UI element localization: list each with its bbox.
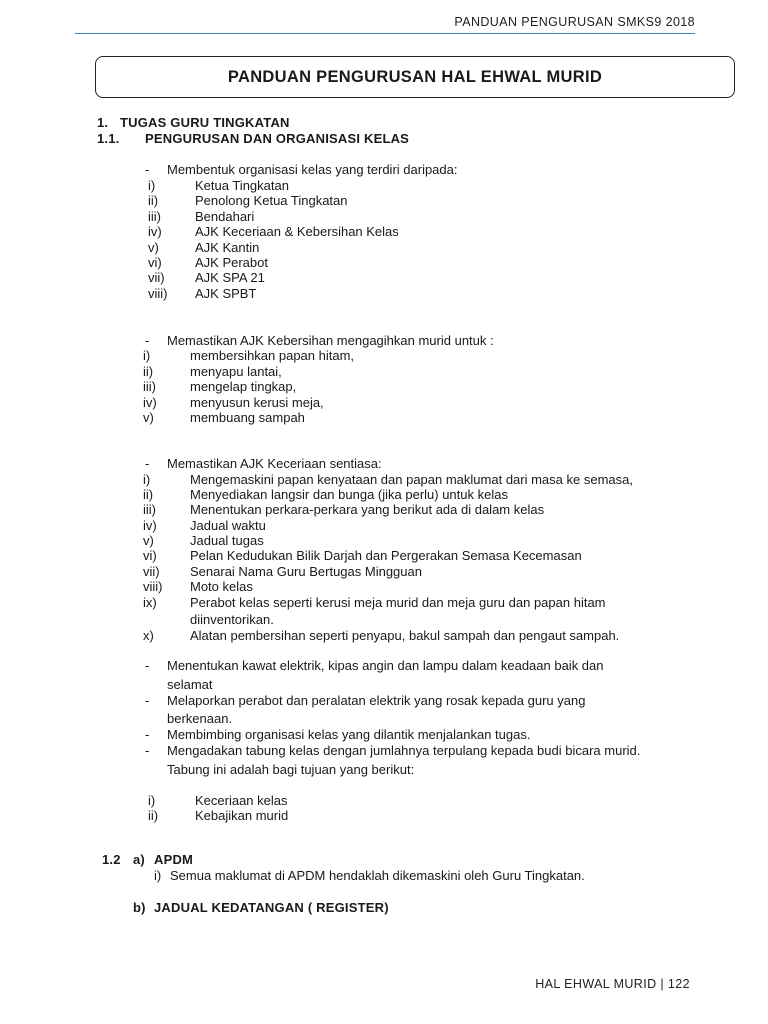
list-item-number: viii)	[148, 286, 168, 301]
list-item-text: Penolong Ketua Tingkatan	[195, 193, 348, 208]
list-item-number: vi)	[143, 548, 157, 563]
list-item-number: vi)	[148, 255, 162, 270]
list-item-text: menyapu lantai,	[190, 364, 282, 379]
bullet-dash: -	[145, 693, 150, 708]
header-rule	[75, 33, 695, 34]
subsection-b-label: b)	[133, 900, 146, 915]
list-item-text: AJK SPA 21	[195, 270, 265, 285]
bullet-dash: -	[145, 727, 150, 742]
subsection-b-title: JADUAL KEDATANGAN ( REGISTER)	[154, 900, 389, 915]
list-item-number: iv)	[143, 518, 157, 533]
list-item-text: Bendahari	[195, 209, 255, 224]
list-item-number: iv)	[148, 224, 162, 239]
list-item-text: Perabot kelas seperti kerusi meja murid dan meja guru dan papan hitam	[190, 595, 606, 610]
title-box	[95, 56, 735, 98]
bullet-3-intro: Memastikan AJK Keceriaan sentiasa:	[167, 456, 382, 471]
bullet-paragraph-continued: berkenaan.	[167, 711, 233, 726]
list-item-text: Semua maklumat di APDM hendaklah dikemaskini oleh Guru Tingkatan.	[170, 868, 585, 883]
list-item-text: Senarai Nama Guru Bertugas Mingguan	[190, 564, 422, 579]
list-item-text: Jadual tugas	[190, 533, 264, 548]
section-1-1-title: PENGURUSAN DAN ORGANISASI KELAS	[145, 131, 410, 146]
bullet-dash: -	[145, 162, 150, 177]
list-item-number: i)	[154, 868, 162, 883]
list-item-text: Keceriaan kelas	[195, 793, 288, 808]
bullet-paragraph: Membimbing organisasi kelas yang dilantik menjalankan tugas.	[167, 727, 531, 742]
bullet-dash: -	[145, 658, 150, 673]
list-item-text-continued: diinventorikan.	[190, 612, 274, 627]
list-item-number: x)	[143, 628, 154, 643]
bullet-paragraph-continued: Tabung ini adalah bagi tujuan yang berikut:	[167, 762, 415, 777]
page-title: PANDUAN PENGURUSAN HAL EHWAL MURID	[227, 67, 603, 86]
list-item-number: i)	[148, 793, 156, 808]
list-item-text: Pelan Kedudukan Bilik Darjah dan Pergerakan Semasa Kecemasan	[190, 548, 582, 563]
bullet-2-intro: Memastikan AJK Kebersihan mengagihkan murid untuk :	[167, 333, 494, 348]
bullet-dash: -	[145, 333, 150, 348]
list-item-number: iii)	[148, 209, 161, 224]
subsection-a-title: APDM	[154, 852, 194, 867]
list-item-text: mengelap tingkap,	[190, 379, 297, 394]
list-item-text: membersihkan papan hitam,	[190, 348, 355, 363]
bullet-paragraph: Mengadakan tabung kelas dengan jumlahnya terpulang kepada budi bicara murid.	[167, 743, 641, 758]
list-item-number: ii)	[143, 364, 154, 379]
list-item-text: menyusun kerusi meja,	[190, 395, 324, 410]
bullet-dash: -	[145, 743, 150, 758]
bullet-dash: -	[145, 456, 150, 471]
list-item-number: v)	[143, 410, 154, 425]
list-item-number: iv)	[143, 395, 157, 410]
page-footer: HAL EHWAL MURID | 122	[535, 977, 690, 991]
bullet-paragraph: Menentukan kawat elektrik, kipas angin dan lampu dalam keadaan baik dan	[167, 658, 604, 673]
list-item-number: vii)	[148, 270, 165, 285]
list-item-text: AJK Perabot	[195, 255, 268, 270]
list-item-text: Kebajikan murid	[195, 808, 289, 823]
list-item-number: vii)	[143, 564, 160, 579]
bullet-paragraph: Melaporkan perabot dan peralatan elektrik yang rosak kepada guru yang	[167, 693, 586, 708]
section-1-number: 1.	[97, 115, 109, 130]
list-item-number: i)	[143, 472, 151, 487]
list-item-number: v)	[148, 240, 159, 255]
list-item-text: Jadual waktu	[190, 518, 266, 533]
list-item-text: membuang sampah	[190, 410, 305, 425]
list-item-number: ii)	[148, 808, 159, 823]
list-item-text: Menyediakan langsir dan bunga (jika perlu) untuk kelas	[190, 487, 508, 502]
list-item-number: v)	[143, 533, 154, 548]
list-item-text: AJK Keceriaan & Kebersihan Kelas	[195, 224, 399, 239]
list-item-number: iii)	[143, 502, 156, 517]
bullet-paragraph-continued: selamat	[167, 677, 213, 692]
subsection-a-label: a)	[133, 852, 145, 867]
list-item-number: i)	[143, 348, 151, 363]
list-item-text: Menentukan perkara-perkara yang berikut ada di dalam kelas	[190, 502, 545, 517]
list-item-number: iii)	[143, 379, 156, 394]
list-item-text: AJK Kantin	[195, 240, 260, 255]
list-item-text: Alatan pembersihan seperti penyapu, bakul sampah dan pengaut sampah.	[190, 628, 620, 643]
list-item-number: i)	[148, 178, 156, 193]
list-item-number: ii)	[143, 487, 154, 502]
section-1-1-number: 1.1.	[97, 131, 120, 146]
list-item-text: Moto kelas	[190, 579, 253, 594]
list-item-text: Ketua Tingkatan	[195, 178, 289, 193]
list-item-text: Mengemaskini papan kenyataan dan papan maklumat dari masa ke semasa,	[190, 472, 633, 487]
list-item-number: ii)	[148, 193, 159, 208]
list-item-number: viii)	[143, 579, 163, 594]
section-1-title: TUGAS GURU TINGKATAN	[120, 115, 290, 130]
bullet-1-intro: Membentuk organisasi kelas yang terdiri daripada:	[167, 162, 458, 177]
list-item-text: AJK SPBT	[195, 286, 257, 301]
section-1-2-number: 1.2	[102, 852, 121, 867]
running-header: PANDUAN PENGURUSAN SMKS9 2018	[454, 15, 695, 29]
list-item-number: ix)	[143, 595, 157, 610]
